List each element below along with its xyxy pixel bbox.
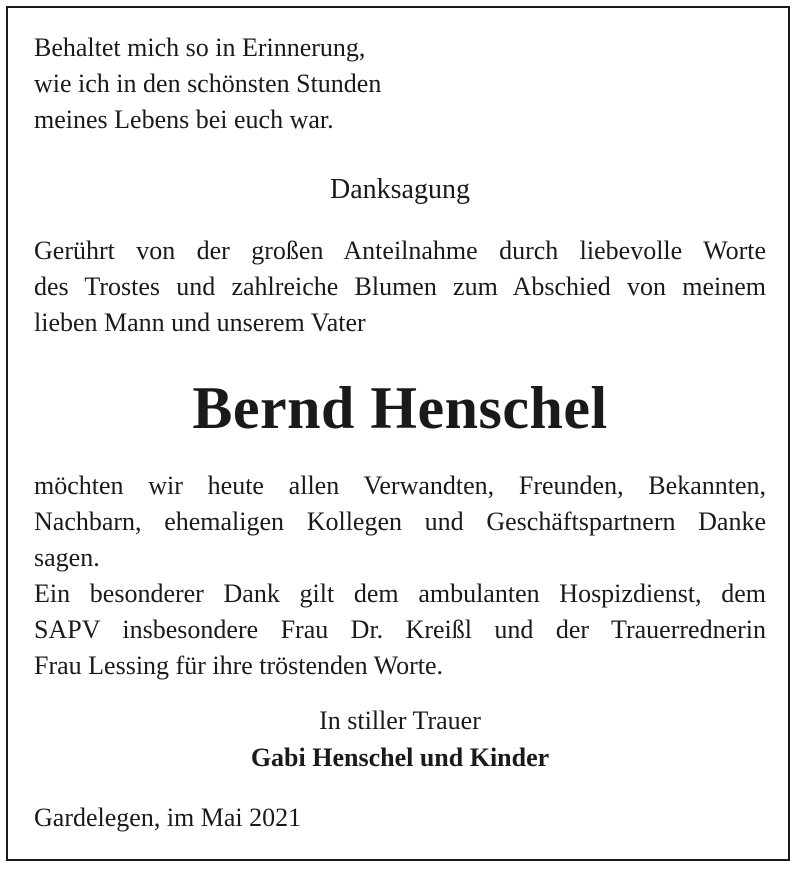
signers: Gabi Henschel und Kinder [250, 743, 550, 772]
paragraph-line: SAPV insbesondere Frau Dr. Kreißl und der Trauerrednerin [34, 615, 766, 644]
special-thanks-paragraph [34, 576, 766, 684]
motto-quote [34, 30, 381, 138]
paragraph-line: sagen. [34, 543, 100, 572]
closing-phrase: In stiller Trauer [319, 706, 481, 735]
deceased-name: Bernd Henschel [192, 375, 608, 441]
paragraph-line: möchten wir heute allen Verwandten, Freunden, Bekannten, [34, 471, 766, 500]
motto-line: wie ich in den schönsten Stunden [34, 69, 382, 98]
paragraph-line: Gerührt von der großen Anteilnahme durch liebevolle Worte [34, 236, 766, 265]
paragraph-line: des Trostes und zahlreiche Blumen zum Abschied von meinem [34, 272, 766, 301]
thanks-paragraph [34, 468, 766, 576]
motto-line: Behaltet mich so in Erinnerung, [34, 33, 366, 62]
paragraph-line: Frau Lessing für ihre tröstenden Worte. [34, 651, 443, 680]
paragraph-line: Nachbarn, ehemaligen Kollegen und Geschäftspartnern Danke [34, 507, 766, 536]
gratitude-paragraph [34, 233, 766, 341]
paragraph-line: Ein besonderer Dank gilt dem ambulanten Hospizdienst, dem [34, 579, 766, 608]
motto-line: meines Lebens bei euch war. [34, 105, 334, 134]
notice-heading: Danksagung [330, 174, 470, 205]
place-date: Gardelegen, im Mai 2021 [34, 803, 302, 832]
paragraph-line: lieben Mann und unserem Vater [34, 308, 366, 337]
